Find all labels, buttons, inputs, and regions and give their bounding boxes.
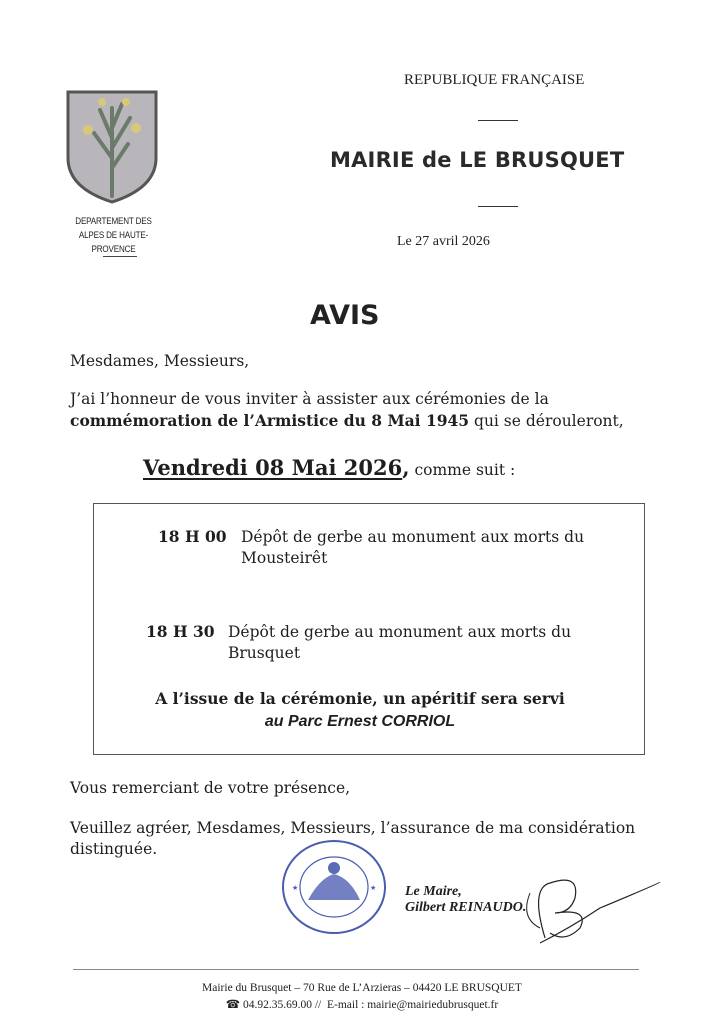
programme-description: Dépôt de gerbe au monument aux morts du Brusquet <box>228 623 572 662</box>
republic-heading: REPUBLIQUE FRANÇAISE <box>404 72 585 88</box>
svg-text:★: ★ <box>370 884 377 892</box>
programme-time: 18 H 00 <box>158 527 227 546</box>
aperitif-note <box>110 688 610 733</box>
event-date-line <box>143 455 515 480</box>
coat-of-arms-logo <box>64 88 160 204</box>
intro-start: J’ai l’honneur de vous inviter à assister aux cérémonies de la <box>70 390 549 408</box>
event-date-comma: , <box>402 455 410 480</box>
notice-title: AVIS <box>310 300 380 331</box>
mairie-heading: MAIRIE de LE BRUSQUET <box>330 148 625 172</box>
divider <box>478 206 518 207</box>
signatory-name: Gilbert REINAUDO. <box>405 900 527 915</box>
intro-bold: commémoration de l’Armistice du 8 Mai 1945 <box>70 411 470 430</box>
closing-formula: Veuillez agréer, Mesdames, Messieurs, l’assurance de ma considération distinguée. <box>70 819 636 858</box>
footer-email: E-mail : mairie@mairiedubrusquet.fr <box>327 999 499 1011</box>
event-date: Vendredi 08 Mai 2026 <box>143 455 403 480</box>
intro-end: qui se dérouleront, <box>469 412 624 430</box>
department-label: DEPARTEMENT DES ALPES DE HAUTE-PROVENCE <box>75 216 152 255</box>
aperitif-location: au Parc Ernest CORRIOL <box>264 713 456 730</box>
intro-paragraph <box>70 389 660 432</box>
signatory-title: Le Maire, <box>405 884 462 899</box>
aperitif-line: A l’issue de la cérémonie, un apéritif sera servi <box>155 689 565 708</box>
official-stamp <box>280 838 388 936</box>
greeting: Mesdames, Messieurs, <box>70 352 250 370</box>
letter-date: Le 27 avril 2026 <box>397 234 490 249</box>
telephone-icon: ☎ <box>225 999 241 1011</box>
divider <box>103 256 137 257</box>
event-date-suffix: comme suit : <box>409 461 516 479</box>
footer-contact <box>0 997 724 1011</box>
programme-description: Dépôt de gerbe au monument aux morts du Mousteirêt <box>241 528 585 567</box>
footer-phone: 04.92.35.69.00 // <box>242 999 322 1011</box>
handwritten-signature <box>510 868 665 948</box>
divider <box>478 120 518 121</box>
footer-divider <box>73 969 639 970</box>
thanks-line: Vous remerciant de votre présence, <box>70 779 351 797</box>
footer-address: Mairie du Brusquet – 70 Rue de L’Arzieras – 04420 LE BRUSQUET <box>202 982 522 994</box>
svg-text:★: ★ <box>292 884 299 892</box>
programme-time: 18 H 30 <box>146 622 215 641</box>
